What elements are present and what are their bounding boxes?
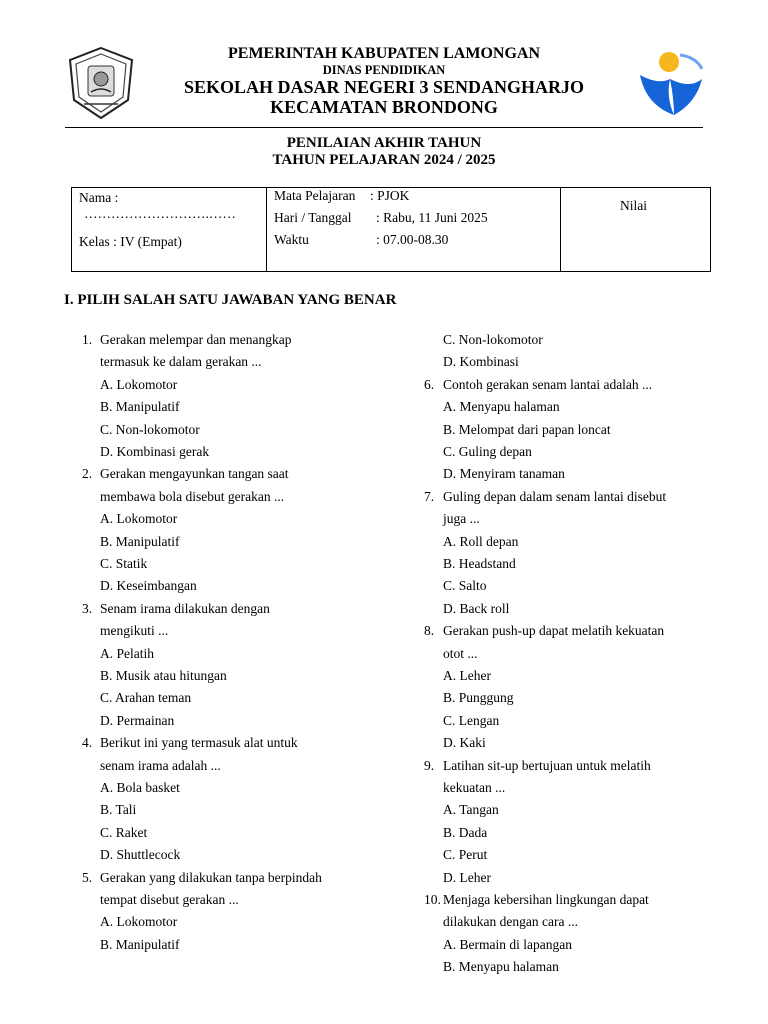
header-line-2: DINAS PENDIDIKAN (322, 63, 446, 77)
answer-option[interactable]: A. Lokomotor (100, 511, 178, 527)
answer-option[interactable]: D. Back roll (443, 600, 510, 616)
question-text: mengikuti ... (100, 623, 169, 639)
section-title: I. PILIH SALAH SATU JAWABAN YANG BENAR (64, 292, 397, 308)
name-label: Nama : (79, 190, 119, 205)
subject-label: Mata Pelajaran (274, 188, 356, 203)
answer-option[interactable]: A. Bola basket (100, 780, 180, 795)
question-number: 10. (424, 892, 441, 907)
question-number: 3. (82, 600, 93, 616)
question-number: 8. (424, 623, 435, 639)
answer-option[interactable]: C. Guling depan (443, 444, 532, 459)
question-text: membawa bola disebut gerakan ... (100, 488, 285, 504)
answer-option[interactable]: C. Non-lokomotor (443, 332, 543, 347)
answer-option[interactable]: B. Manipulatif (100, 936, 180, 952)
answer-option[interactable]: A. Leher (443, 668, 491, 683)
question-text: dilakukan dengan cara ... (443, 914, 578, 930)
question-text: Senam irama dilakukan dengan (100, 600, 270, 616)
answer-option[interactable]: C. Perut (443, 847, 488, 863)
answer-option[interactable]: D. Keseimbangan (100, 578, 197, 594)
academic-year: TAHUN PELAJARAN 2024 / 2025 (272, 152, 496, 168)
answer-option[interactable]: A. Tangan (443, 802, 499, 818)
answer-option[interactable]: C. Salto (443, 578, 487, 594)
question-number: 7. (424, 488, 435, 504)
answer-option[interactable]: C. Non-lokomotor (100, 421, 200, 437)
question-text: senam irama adalah ... (100, 757, 221, 773)
question-text: kekuatan ... (443, 780, 506, 795)
answer-option[interactable]: D. Leher (443, 869, 491, 885)
question-text: Gerakan mengayunkan tangan saat (100, 466, 289, 482)
answer-option[interactable]: B. Punggung (443, 690, 514, 706)
answer-option[interactable]: A. Bermain di lapangan (443, 936, 572, 952)
school-name: SEKOLAH DASAR NEGERI 3 SENDANGHARJO (183, 77, 585, 97)
class-label: Kelas : IV (Empat) (79, 234, 182, 249)
time-value: : 07.00-08.30 (376, 232, 449, 247)
question-text: Contoh gerakan senam lantai adalah ... (443, 376, 653, 392)
answer-option[interactable]: C. Arahan teman (100, 690, 192, 706)
answer-option[interactable]: B. Musik atau hitungan (100, 668, 227, 683)
answer-option[interactable]: B. Manipulatif (100, 533, 180, 549)
question-text: Gerakan yang dilakukan tanpa berpindah (100, 869, 322, 885)
answer-option[interactable]: D. Menyiram tanaman (443, 466, 565, 482)
header-divider (65, 127, 703, 128)
question-text: Gerakan melempar dan menangkap (100, 332, 292, 347)
answer-option[interactable]: A. Lokomotor (100, 376, 178, 392)
answer-option[interactable]: A. Lokomotor (100, 914, 178, 930)
score-label: Nilai (620, 198, 647, 213)
question-text: juga ... (443, 511, 480, 527)
question-text: termasuk ke dalam gerakan ... (100, 354, 262, 370)
question-number: 2. (82, 466, 93, 482)
question-text: Guling depan dalam senam lantai disebut (443, 488, 667, 504)
answer-option[interactable]: C. Statik (100, 556, 148, 571)
answer-option[interactable]: B. Manipulatif (100, 399, 180, 415)
answer-option[interactable]: D. Permainan (100, 712, 175, 728)
district-name: KECAMATAN BRONDONG (270, 97, 498, 117)
answer-option[interactable]: B. Melompat dari papan loncat (443, 421, 611, 437)
answer-option[interactable]: B. Headstand (443, 556, 516, 571)
question-text: otot ... (443, 645, 478, 661)
question-number: 9. (424, 757, 435, 773)
exam-title: PENILAIAN AKHIR TAHUN (286, 135, 482, 151)
name-field[interactable]: ……………………….…… (84, 206, 236, 221)
question-text: Latihan sit-up bertujuan untuk melatih (443, 757, 651, 773)
answer-option[interactable]: B. Menyapu halaman (443, 959, 559, 975)
answer-option[interactable]: D. Kaki (443, 735, 486, 751)
answer-option[interactable]: C. Lengan (443, 712, 500, 728)
question-text: tempat disebut gerakan ... (100, 892, 239, 907)
subject-value: : PJOK (370, 188, 410, 203)
answer-option[interactable]: D. Kombinasi (443, 354, 519, 370)
answer-option[interactable]: B. Tali (100, 802, 137, 818)
time-label: Waktu (274, 232, 309, 247)
question-number: 4. (82, 735, 93, 751)
answer-option[interactable]: C. Raket (100, 824, 148, 840)
answer-option[interactable]: D. Kombinasi gerak (100, 444, 210, 459)
question-text: Berikut ini yang termasuk alat untuk (100, 735, 298, 751)
date-label: Hari / Tanggal (274, 210, 352, 225)
header-line-1: PEMERINTAH KABUPATEN LAMONGAN (228, 45, 540, 62)
answer-option[interactable]: B. Dada (443, 824, 488, 840)
question-number: 6. (424, 376, 435, 392)
question-number: 5. (82, 869, 93, 885)
answer-option[interactable]: A. Pelatih (100, 645, 154, 661)
answer-option[interactable]: A. Roll depan (443, 533, 519, 549)
answer-option[interactable]: D. Shuttlecock (100, 847, 181, 863)
answer-option[interactable]: A. Menyapu halaman (443, 399, 560, 415)
question-text: Gerakan push-up dapat melatih kekuatan (443, 623, 665, 639)
date-value: : Rabu, 11 Juni 2025 (376, 210, 488, 225)
question-number: 1. (82, 332, 93, 347)
student-info-table (71, 187, 711, 272)
question-text: Menjaga kebersihan lingkungan dapat (443, 892, 649, 907)
